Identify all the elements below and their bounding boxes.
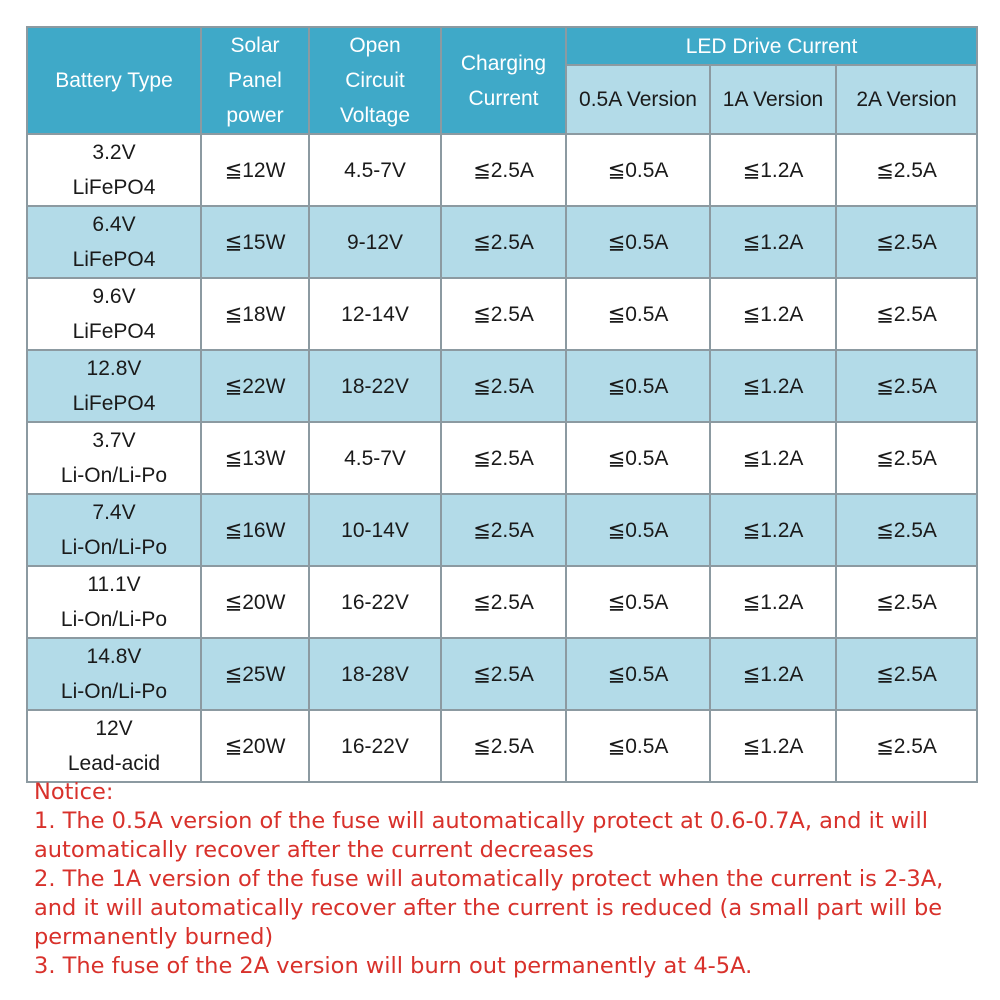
header-open-circuit-voltage: Open Circuit Voltage — [309, 27, 441, 134]
notice — [34, 778, 984, 981]
solar-panel-power-cell: ≦18W — [201, 278, 309, 350]
led-05a-cell: ≦0.5A — [566, 422, 710, 494]
solar-panel-power-cell: ≦20W — [201, 710, 309, 782]
battery-type-cell: 7.4V Li-On/Li-Po — [27, 494, 201, 566]
led-1a-cell: ≦1.2A — [710, 422, 836, 494]
battery-type-cell: 6.4V LiFePO4 — [27, 206, 201, 278]
led-2a-cell: ≦2.5A — [836, 638, 977, 710]
open-circuit-voltage-cell: 18-22V — [309, 350, 441, 422]
led-1a-cell: ≦1.2A — [710, 206, 836, 278]
led-05a-cell: ≦0.5A — [566, 206, 710, 278]
charging-current-cell: ≦2.5A — [441, 206, 566, 278]
led-1a-cell: ≦1.2A — [710, 710, 836, 782]
charging-current-cell: ≦2.5A — [441, 350, 566, 422]
header-solar-panel-power: Solar Panel power — [201, 27, 309, 134]
open-circuit-voltage-cell: 16-22V — [309, 710, 441, 782]
led-1a-cell: ≦1.2A — [710, 134, 836, 206]
table-row — [27, 566, 977, 638]
solar-panel-power-cell: ≦12W — [201, 134, 309, 206]
notice-item: 2. The 1A version of the fuse will automatically protect when the current is 2-3A, and it will automatically recover after the current is reduced (a small part will be permanently burned) — [34, 866, 944, 950]
header-led-drive-current: LED Drive Current — [566, 27, 977, 65]
solar-panel-power-cell: ≦22W — [201, 350, 309, 422]
solar-panel-power-cell: ≦20W — [201, 566, 309, 638]
led-1a-cell: ≦1.2A — [710, 494, 836, 566]
open-circuit-voltage-cell: 4.5-7V — [309, 134, 441, 206]
led-2a-cell: ≦2.5A — [836, 278, 977, 350]
battery-type-cell: 3.2V LiFePO4 — [27, 134, 201, 206]
solar-panel-power-cell: ≦16W — [201, 494, 309, 566]
open-circuit-voltage-cell: 9-12V — [309, 206, 441, 278]
header-row — [27, 27, 977, 65]
table-row — [27, 206, 977, 278]
led-2a-cell: ≦2.5A — [836, 566, 977, 638]
led-2a-cell: ≦2.5A — [836, 350, 977, 422]
led-1a-cell: ≦1.2A — [710, 278, 836, 350]
table-row — [27, 278, 977, 350]
led-2a-cell: ≦2.5A — [836, 134, 977, 206]
battery-type-cell: 9.6V LiFePO4 — [27, 278, 201, 350]
led-2a-cell: ≦2.5A — [836, 422, 977, 494]
open-circuit-voltage-cell: 4.5-7V — [309, 422, 441, 494]
open-circuit-voltage-cell: 16-22V — [309, 566, 441, 638]
led-05a-cell: ≦0.5A — [566, 566, 710, 638]
table-body — [27, 134, 977, 782]
table-row — [27, 710, 977, 782]
solar-panel-power-cell: ≦15W — [201, 206, 309, 278]
table-row — [27, 494, 977, 566]
solar-panel-power-cell: ≦25W — [201, 638, 309, 710]
led-05a-cell: ≦0.5A — [566, 350, 710, 422]
led-2a-cell: ≦2.5A — [836, 206, 977, 278]
spec-table — [26, 26, 978, 783]
table-row — [27, 638, 977, 710]
charging-current-cell: ≦2.5A — [441, 278, 566, 350]
table-row — [27, 350, 977, 422]
battery-type-cell: 3.7V Li-On/Li-Po — [27, 422, 201, 494]
battery-type-cell: 12.8V LiFePO4 — [27, 350, 201, 422]
header-version-1a: 1A Version — [710, 65, 836, 134]
led-1a-cell: ≦1.2A — [710, 566, 836, 638]
charging-current-cell: ≦2.5A — [441, 566, 566, 638]
led-05a-cell: ≦0.5A — [566, 638, 710, 710]
led-05a-cell: ≦0.5A — [566, 134, 710, 206]
notice-item: 3. The fuse of the 2A version will burn out permanently at 4-5A. — [34, 953, 753, 979]
table-row — [27, 422, 977, 494]
open-circuit-voltage-cell: 18-28V — [309, 638, 441, 710]
battery-type-cell: 11.1V Li-On/Li-Po — [27, 566, 201, 638]
header-version-05a: 0.5A Version — [566, 65, 710, 134]
open-circuit-voltage-cell: 12-14V — [309, 278, 441, 350]
open-circuit-voltage-cell: 10-14V — [309, 494, 441, 566]
charging-current-cell: ≦2.5A — [441, 134, 566, 206]
notice-item: 1. The 0.5A version of the fuse will automatically protect at 0.6-0.7A, and it will automatically recover after the current decreases — [34, 808, 928, 863]
header-charging-current: Charging Current — [441, 27, 566, 134]
led-05a-cell: ≦0.5A — [566, 710, 710, 782]
header-battery-type: Battery Type — [27, 27, 201, 134]
led-1a-cell: ≦1.2A — [710, 638, 836, 710]
battery-type-cell: 14.8V Li-On/Li-Po — [27, 638, 201, 710]
led-2a-cell: ≦2.5A — [836, 710, 977, 782]
led-1a-cell: ≦1.2A — [710, 350, 836, 422]
notice-title: Notice: — [34, 779, 114, 805]
charging-current-cell: ≦2.5A — [441, 422, 566, 494]
led-05a-cell: ≦0.5A — [566, 278, 710, 350]
battery-type-cell: 12V Lead-acid — [27, 710, 201, 782]
table-row — [27, 134, 977, 206]
led-2a-cell: ≦2.5A — [836, 494, 977, 566]
solar-panel-power-cell: ≦13W — [201, 422, 309, 494]
header-version-2a: 2A Version — [836, 65, 977, 134]
charging-current-cell: ≦2.5A — [441, 710, 566, 782]
charging-current-cell: ≦2.5A — [441, 494, 566, 566]
charging-current-cell: ≦2.5A — [441, 638, 566, 710]
led-05a-cell: ≦0.5A — [566, 494, 710, 566]
